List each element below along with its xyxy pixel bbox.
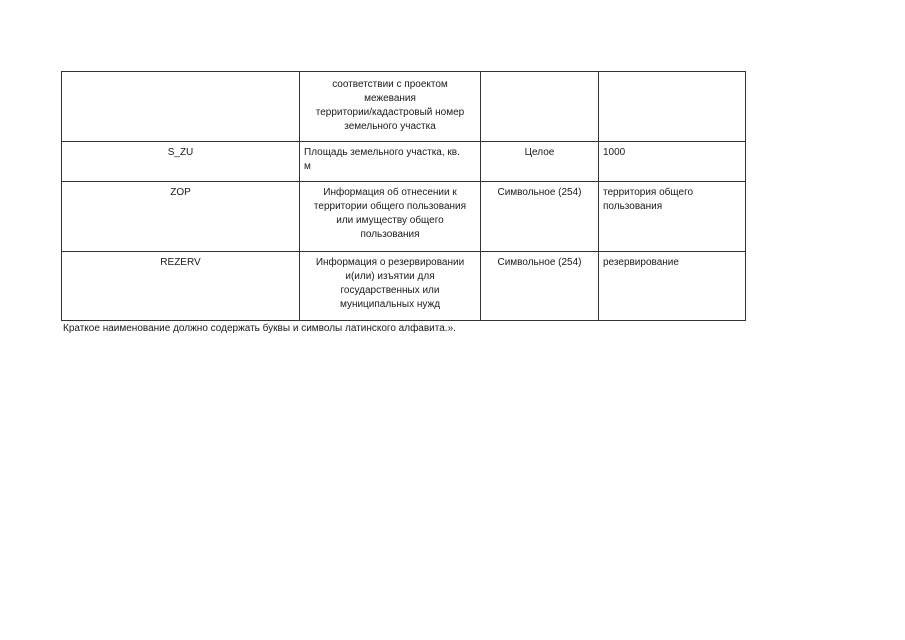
table-row [62, 182, 746, 252]
table-cell-description [300, 72, 481, 142]
description-line: муниципальных нужд [339, 299, 441, 310]
description-line: Площадь земельного участка, кв. [304, 147, 460, 158]
table-cell-description [300, 252, 481, 321]
table-cell-type: Целое [481, 142, 599, 182]
example-line: пользования [603, 201, 663, 212]
table-row [62, 142, 746, 182]
table-row [62, 252, 746, 321]
table-cell-description [300, 182, 481, 252]
table-cell-example [599, 142, 746, 182]
example-line: 1000 [603, 147, 626, 158]
description-line: и(или) изъятии для [345, 271, 435, 282]
description-line: соответствии с проектом [332, 79, 448, 90]
description-line: Информация об отнесении к [323, 187, 457, 198]
description-line: территории/кадастровый номер [315, 107, 465, 118]
table-cell-example [599, 182, 746, 252]
description-line: территории общего пользования [313, 201, 467, 212]
description-line: или имуществу общего [336, 215, 444, 226]
table-cell-code [62, 72, 300, 142]
table-cell-example [599, 72, 746, 142]
table-row [62, 72, 746, 142]
table-cell-code: REZERV [62, 252, 300, 321]
table-cell-description [300, 142, 481, 182]
example-line: территория общего [603, 187, 694, 198]
description-line: государственных или [340, 285, 440, 296]
description-line: земельного участка [344, 121, 436, 132]
footnote-text: Краткое наименование должно содержать буквы и символы латинского алфавита.». [63, 323, 456, 334]
table-cell-type: Символьное (254) [481, 252, 599, 321]
description-line: м [304, 161, 311, 172]
table-cell-code: ZOP [62, 182, 300, 252]
table-cell-type [481, 72, 599, 142]
table-cell-type: Символьное (254) [481, 182, 599, 252]
table-cell-example [599, 252, 746, 321]
description-line: Информация о резервировании [315, 257, 465, 268]
example-line: резервирование [603, 257, 679, 268]
description-line: пользования [360, 229, 420, 240]
attribute-table [61, 71, 746, 321]
table-cell-code: S_ZU [62, 142, 300, 182]
description-line: межевания [364, 93, 416, 104]
